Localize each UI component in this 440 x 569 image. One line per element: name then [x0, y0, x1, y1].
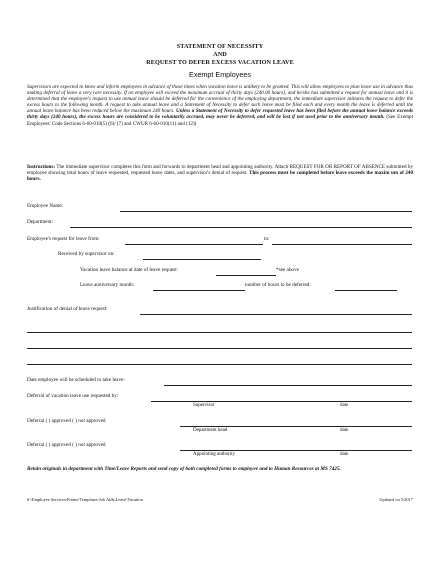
department-field[interactable] — [70, 227, 412, 228]
instructions-bold: This process must be completed before leave exceeds the maxim um of 240 hours. — [27, 170, 413, 183]
anniversary-field[interactable] — [153, 290, 245, 291]
justification-field-4[interactable] — [27, 364, 412, 365]
request-to-label: to: — [264, 236, 270, 242]
justification-field-3[interactable] — [27, 348, 412, 349]
deferral-approved-appointing[interactable]: Deferral ( ) approved ( ) not approved — [27, 442, 106, 448]
retain-note: Retain originals in department with Time/Leave Reports and send copy of both completed forms to employee and to Human Resources at MS 7425. — [27, 466, 341, 472]
form-title-line3: REQUEST TO DEFER EXCESS VACATION LEAVE — [146, 59, 294, 66]
received-by-label: Received by supervisor on: — [58, 251, 115, 257]
employee-name-label: Employee Name: — [27, 203, 64, 209]
department-label: Department: — [27, 219, 53, 225]
form-title-line2: AND — [213, 51, 227, 58]
balance-field[interactable] — [216, 275, 276, 276]
request-from-label: Employee's request for leave from: — [27, 236, 100, 242]
justification-field-1[interactable] — [140, 314, 412, 315]
supervisor-date-caption: date — [340, 403, 349, 408]
appointing-authority-date-caption: date — [340, 452, 349, 457]
justification-label: Justification of denial of leave request: — [27, 306, 108, 312]
instructions-paragraph — [27, 164, 413, 182]
department-head-date-caption: date — [340, 428, 349, 433]
intro-tail: (See Exempt Employees' Code Sections 6-60-010(5) (6)/ (7) and CWUR 6-60-010(11) and (12)) — [27, 114, 414, 127]
deferral-requested-field[interactable] — [151, 401, 412, 402]
request-to-field[interactable] — [272, 244, 412, 245]
balance-note: *see above — [276, 267, 299, 273]
hours-deferred-label: number of hours to be deferred: — [245, 282, 311, 288]
form-title-line1: STATEMENT OF NECESSITY — [176, 43, 264, 50]
instructions-text: The immediate supervisor completes this form and forwards to department head and appointing authority. Attach REQUEST FOR OR REPORT OF ABSENCE submitted by employee showing total hours of leave requested, requested leave dates, and supervisor's denial of request. — [27, 164, 413, 177]
intro-italic: Supervisors are expected to know and inform employees in advance of those times when vacation leave is unlikely to be granted. This will allow employees to plan leave use in advance thus making deferral of leave a very rare necessity. If an employee will exceed the maximum accrual of thirty days (240.00 hours), and he/she has submitted a request for annual leave and it is determined that the employee's request to use annual leave should be deferred for the convenience of the employing department, the immediate supervisor initiates the request to defer the excess hours to the following month. A request to take annual leave and a Statement of Necessity to defer such leave must be filed each and every month the leave is deferred until the annual leave balance has been reduced below the maximum 240 hours. — [27, 84, 413, 115]
deferral-requested-label: Deferral of vacation leave use requested by: — [27, 393, 119, 399]
balance-label: Vacation leave balance at date of leave request: — [80, 267, 179, 273]
appointing-authority-field[interactable] — [180, 450, 412, 451]
request-from-field[interactable] — [125, 244, 263, 245]
anniversary-label: Leave anniversary month: — [80, 282, 135, 288]
deferral-approved-dept-head[interactable]: Deferral ( ) approved ( ) not approved — [27, 418, 106, 424]
footer-path: S:\Employee Services\Forms-Templates-Job Aids\Leave\Vacation — [27, 497, 143, 502]
intro-paragraph — [27, 84, 413, 127]
department-head-caption: Department head — [193, 428, 228, 433]
justification-field-2[interactable] — [27, 332, 412, 333]
appointing-authority-caption: Appointing authority — [193, 452, 236, 457]
scheduled-field[interactable] — [164, 385, 412, 386]
footer-updated: Updated on 5/2017 — [379, 497, 413, 502]
department-head-field[interactable] — [180, 426, 412, 427]
supervisor-caption: Supervisor — [193, 403, 215, 408]
hours-deferred-field[interactable] — [335, 290, 397, 291]
form-subtitle: Exempt Employees — [189, 70, 251, 79]
intro-bold: Unless a Statement of Necessity to defer requested leave has been filed before the annual leave balance exceeds thirty days (240 hours), the excess hours are considered to be voluntarily accrued, may never be deferred, and will be lost if not used prior to the anniversary month. — [27, 108, 413, 121]
employee-name-field[interactable] — [120, 211, 412, 212]
instructions-label: Instructions: — [27, 164, 56, 170]
scheduled-label: Date employee will be scheduled to take leave: — [27, 377, 125, 383]
received-by-field[interactable] — [143, 259, 261, 260]
